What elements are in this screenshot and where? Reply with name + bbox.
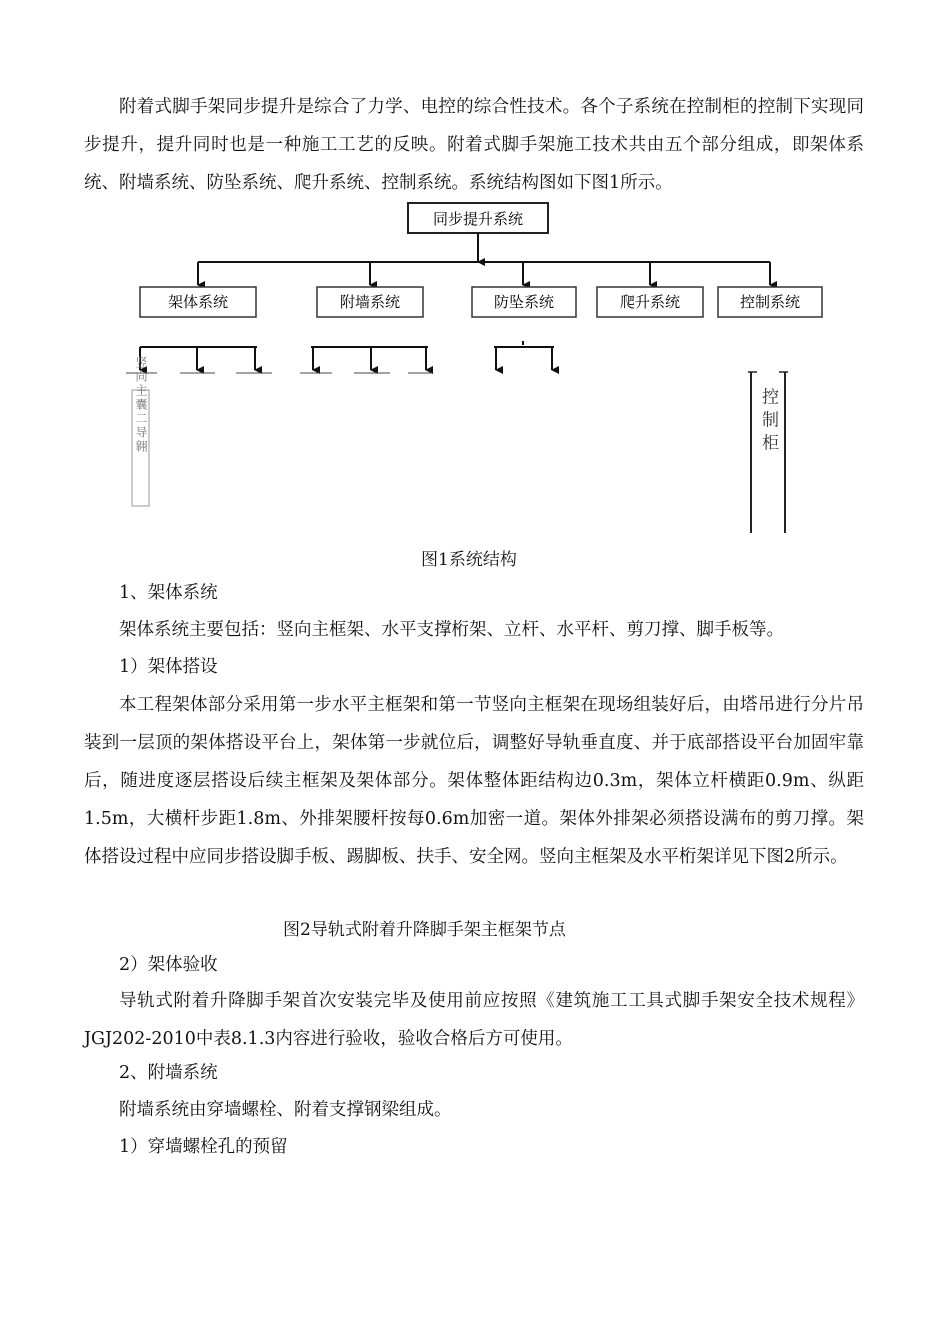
child-label-fall: 防坠系统 — [493, 293, 555, 311]
system-structure-diagram — [0, 0, 950, 560]
child-label-climb: 爬升系统 — [619, 293, 681, 311]
leaf-label-left: 竖向主囊二导翱 — [134, 356, 148, 454]
child-label-control: 控制系统 — [739, 293, 801, 311]
section-1-description: 架体系统主要包括：竖向主框架、水平支撑桁架、立杆、水平杆、剪刀撑、脚手板等。 — [119, 620, 784, 640]
section-1-heading: 1、架体系统 — [119, 583, 218, 603]
figure-2-caption: 图2导轨式附着升降脚手架主框架节点 — [283, 920, 566, 940]
section-2-description: 附墙系统由穿墙螺栓、附着支撑钢梁组成。 — [119, 1100, 452, 1120]
root-label: 同步提升系统 — [432, 210, 524, 228]
subsection-1-1-heading: 1）架体搭设 — [119, 657, 218, 677]
figure-1-caption: 图1系统结构 — [421, 550, 517, 570]
subsection-1-2-heading: 2）架体验收 — [119, 955, 218, 975]
section-2-heading: 2、附墙系统 — [119, 1063, 218, 1083]
child-label-wall: 附墙系统 — [339, 293, 401, 311]
intro-paragraph: 附着式脚手架同步提升是综合了力学、电控的综合性技术。各个子系统在控制柜的控制下实现同步提升，提升同时也是一种施工工艺的反映。附着式脚手架施工技术共由五个部分组成，即架体系统、附墙系统、防坠系统、爬升系统、控制系统。系统结构图如下图1所示。 — [84, 97, 864, 193]
child-label-frame: 架体系统 — [167, 293, 229, 311]
leaf-label-right: 控制柜 — [758, 387, 778, 457]
subsection-2-1-heading: 1）穿墙螺栓孔的预留 — [119, 1137, 288, 1157]
subsection-1-1-body: 本工程架体部分采用第一步水平主框架和第一节竖向主框架在现场组装好后，由塔吊进行分片吊装到一层顶的架体搭设平台上，架体第一步就位后，调整好导轨垂直度、并于底部搭设平台加固牢靠后，随进度逐层搭设后续主框架及架体部分。架体整体距结构边0.3m，架体立杆横距0.9m、纵距1.5m，大横杆步距1.8m、外排架腰杆按每0.6m加密一道。架体外排架必须搭设满布的剪刀撑。架体搭设过程中应同步搭设脚手板、踢脚板、扶手、安全网。竖向主框架及水平桁架详见下图2所示。 — [84, 695, 864, 867]
subsection-1-2-body: 导轨式附着升降脚手架首次安装完毕及使用前应按照《建筑施工工具式脚手架安全技术规程》JGJ202-2010中表8.1.3内容进行验收，验收合格后方可使用。 — [84, 991, 864, 1049]
